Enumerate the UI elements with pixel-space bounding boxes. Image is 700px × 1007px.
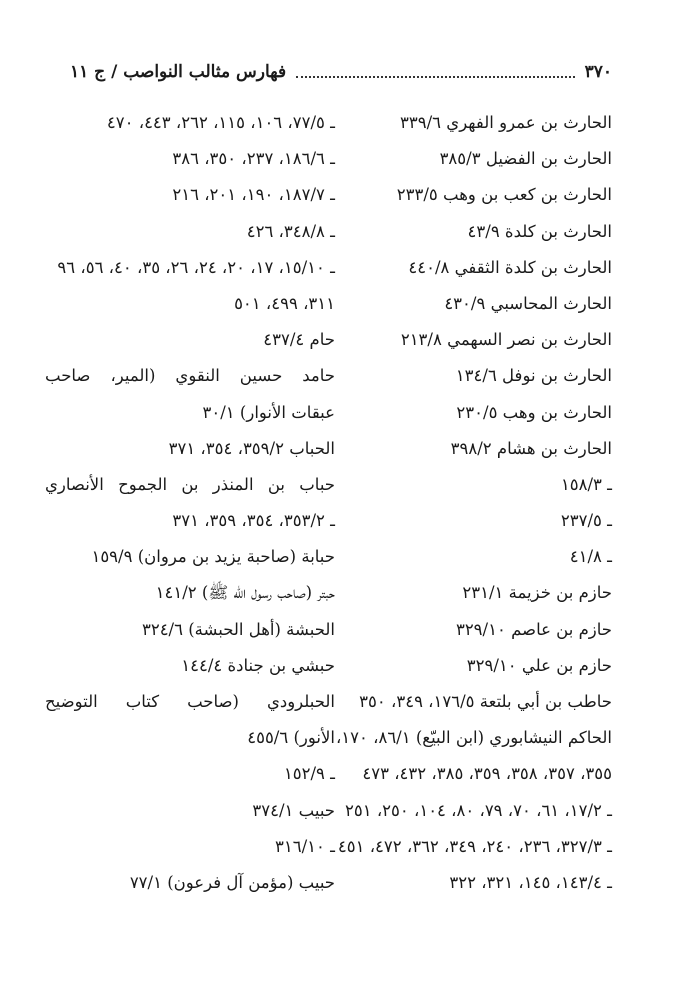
index-entry: ـ ١٥٨/٣ xyxy=(560,474,612,494)
index-entry: الحبشة (أهل الحبشة) ٣٢٤/٦ xyxy=(141,619,335,639)
index-entry: ـ ١٥/١٠، ١٧، ٢٠، ٢٤، ٢٦، ٣٥، ٤٠، ٥٦، ٩٦ xyxy=(57,257,335,277)
index-entry: الأنور) ٤٥٥/٦ xyxy=(247,728,335,748)
index-entry: حامد حسين النقوي (المير، صاحب xyxy=(45,366,335,386)
index-entry: حبشي بن جنادة ١٤٤/٤ xyxy=(181,655,335,675)
index-entry: الحارث بن وهب ٢٣٠/٥ xyxy=(456,402,612,422)
index-entry: الحبلرودي (صاحب كتاب التوضيح xyxy=(45,692,335,711)
index-entry: حازم بن خزيمة ٢٣١/١ xyxy=(462,583,612,603)
index-entry: حام ٤٣٧/٤ xyxy=(263,330,335,350)
index-entry: الحباب ٣٥٩/٢، ٣٥٤، ٣٧١ xyxy=(168,438,335,458)
index-entry: الحارث بن كلدة الثقفي ٤٤٠/٨ xyxy=(408,257,612,277)
index-column-right xyxy=(335,105,612,901)
index-entry: ـ ١٧/٢، ٦١، ٧٠، ٧٩، ٨٠، ١٠٤، ٢٥٠، ٢٥١ xyxy=(344,800,612,820)
index-entry: ـ ١٨٦/٦، ٢٣٧، ٣٥٠، ٣٨٦ xyxy=(172,149,335,169)
index-entry: ٣٥٥، ٣٥٧، ٣٥٨، ٣٥٩، ٣٨٥، ٤٣٢، ٤٧٣ xyxy=(362,764,612,784)
index-entry: حازم بن عاصم ٣٢٩/١٠ xyxy=(455,619,612,639)
index-entry: عبقات الأنوار) ٣٠/١ xyxy=(202,402,335,422)
index-entry: الحارث المحاسبي ٤٣٠/٩ xyxy=(444,293,612,313)
index-column-left xyxy=(45,105,335,901)
page-number: ٣٧٠ xyxy=(584,62,612,82)
index-entry: ـ ٧٧/٥، ١٠٦، ١١٥، ٢٦٢، ٤٤٣، ٤٧٠ xyxy=(106,113,335,132)
index-entry: ـ ٤١/٨ xyxy=(569,547,612,567)
index-entry: ـ ٢٣٧/٥ xyxy=(560,511,612,531)
index-entry: حباب بن المنذر بن الجموح الأنصاري xyxy=(45,474,335,494)
index-entry: الحارث بن الفضيل ٣٨٥/٣ xyxy=(439,149,612,169)
index-entry: حبيب (مؤمن آل فرعون) ٧٧/١ xyxy=(129,872,335,892)
index-entry: ـ ٣٥٣/٢، ٣٥٤، ٣٥٩، ٣٧١ xyxy=(172,511,335,531)
index-entry: ـ ٣٤٨/٨، ٤٢٦ xyxy=(246,221,335,241)
index-entry: حبيب ٣٧٤/١ xyxy=(252,800,335,820)
page-header xyxy=(70,57,612,87)
index-entry: حازم بن علي ٣٢٩/١٠ xyxy=(466,655,612,675)
index-entry: الحارث بن هشام ٣٩٨/٢ xyxy=(450,438,612,458)
header-dot-leader xyxy=(296,66,574,78)
index-entry: حاطب بن أبي بلتعة ١٧٦/٥، ٣٤٩، ٣٥٠ xyxy=(359,692,612,711)
index-entry: الحارث بن نوفل ١٣٤/٦ xyxy=(455,366,612,386)
index-entry: حبابة (صاحبة يزيد بن مروان) ١٥٩/٩ xyxy=(91,547,335,567)
index-entry: ٣١١، ٤٩٩، ٥٠١ xyxy=(234,293,335,313)
index-entry: ـ ٣٢٧/٣، ٢٣٦، ٢٤٠، ٣٤٩، ٣٦٢، ٤٧٢، ٤٥١ xyxy=(337,836,612,856)
index-entry: حبتر (صاحب رسول الله ﷺ) ١٤١/٢ xyxy=(155,583,335,603)
index-entry: ـ ١٨٧/٧، ١٩٠، ٢٠١، ٢١٦ xyxy=(172,185,335,205)
running-title: فهارس مثالب النواصب / ج ١١ xyxy=(70,62,287,82)
index-entry: الحارث بن كعب بن وهب ٢٣٣/٥ xyxy=(396,185,612,205)
index-entry: الحارث بن عمرو الفهري ٣٣٩/٦ xyxy=(400,113,612,132)
index-entry: ـ ٣١٦/١٠ xyxy=(275,836,335,856)
index-entry: ـ ١٥٢/٩ xyxy=(283,764,335,784)
index-entry: الحاكم النيشابوري (ابن البيّع) ٨٦/١، ١٧٠، xyxy=(335,728,612,748)
index-entry: الحارث بن نصر السهمي ٢١٣/٨ xyxy=(400,330,612,350)
index-entry: ـ ١٤٣/٤، ١٤٥، ٣٢١، ٣٢٢ xyxy=(449,872,612,892)
index-entry: الحارث بن كلدة ٤٣/٩ xyxy=(467,221,612,241)
